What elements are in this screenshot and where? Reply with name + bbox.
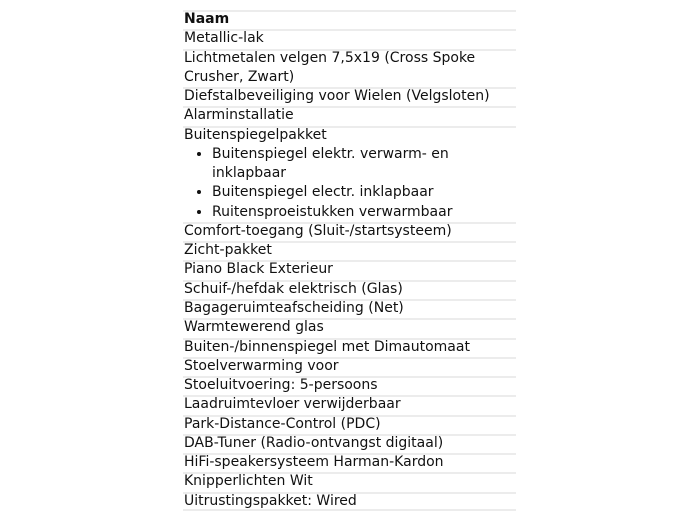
option-label: DAB-Tuner (Radio-ontvangst digitaal) [184, 434, 444, 451]
option-label: Alarminstallatie [184, 107, 294, 124]
option-label: Park-Distance-Control (PDC) [184, 415, 381, 432]
table-row [183, 241, 516, 260]
table-row [183, 376, 516, 395]
table-row [183, 338, 516, 357]
sub-option-list [184, 145, 516, 222]
option-label: Laadruimtevloer verwijderbaar [184, 396, 401, 413]
option-label: Schuif-/hefdak elektrisch (Glas) [184, 280, 403, 297]
table-row [183, 87, 516, 106]
option-label: Piano Black Exterieur [184, 261, 333, 278]
table-header-naam: Naam [183, 10, 516, 29]
option-label: Buitenspiegelpakket [184, 126, 327, 143]
option-label: Diefstalbeveiliging voor Wielen (Velgsloten) [184, 88, 490, 105]
table-row [183, 126, 516, 222]
option-label: Zicht-pakket [184, 242, 272, 259]
table-row [183, 357, 516, 376]
sub-option-item: • Buitenspiegel elektr. verwarm- en inklapbaar [212, 145, 516, 184]
option-label: HiFi-speakersysteem Harman-Kardon [184, 454, 444, 471]
table-row [183, 299, 516, 318]
table-row [183, 472, 516, 491]
option-label: Buiten-/binnenspiegel met Dimautomaat [184, 338, 470, 355]
option-label: Knipperlichten Wit [184, 473, 313, 490]
table-row [183, 434, 516, 453]
option-label: Lichtmetalen velgen 7,5x19 (Cross Spoke Crusher, Zwart) [184, 49, 476, 85]
table-row [183, 280, 516, 299]
option-label: Bagageruimteafscheiding (Net) [184, 299, 404, 316]
table-row [183, 222, 516, 241]
table-row [183, 318, 516, 337]
options-table [183, 10, 516, 511]
table-row [183, 453, 516, 472]
table-row [183, 492, 516, 511]
sub-option-item: • Buitenspiegel electr. inklapbaar [212, 183, 516, 202]
table-row [183, 106, 516, 125]
option-label: Comfort-toegang (Sluit-/startsysteem) [184, 222, 452, 239]
option-label: Stoelverwarming voor [184, 357, 339, 374]
option-label: Warmtewerend glas [184, 319, 324, 336]
table-row [183, 29, 516, 48]
option-label: Uitrustingspakket: Wired [184, 492, 357, 509]
option-label: Stoeluitvoering: 5-persoons [184, 377, 378, 394]
sub-option-item: • Ruitensproeistukken verwarmbaar [212, 203, 516, 222]
table-row [183, 260, 516, 279]
table-row [183, 49, 516, 88]
table-row [183, 415, 516, 434]
option-label: Metallic-lak [184, 30, 264, 47]
table-row [183, 395, 516, 414]
